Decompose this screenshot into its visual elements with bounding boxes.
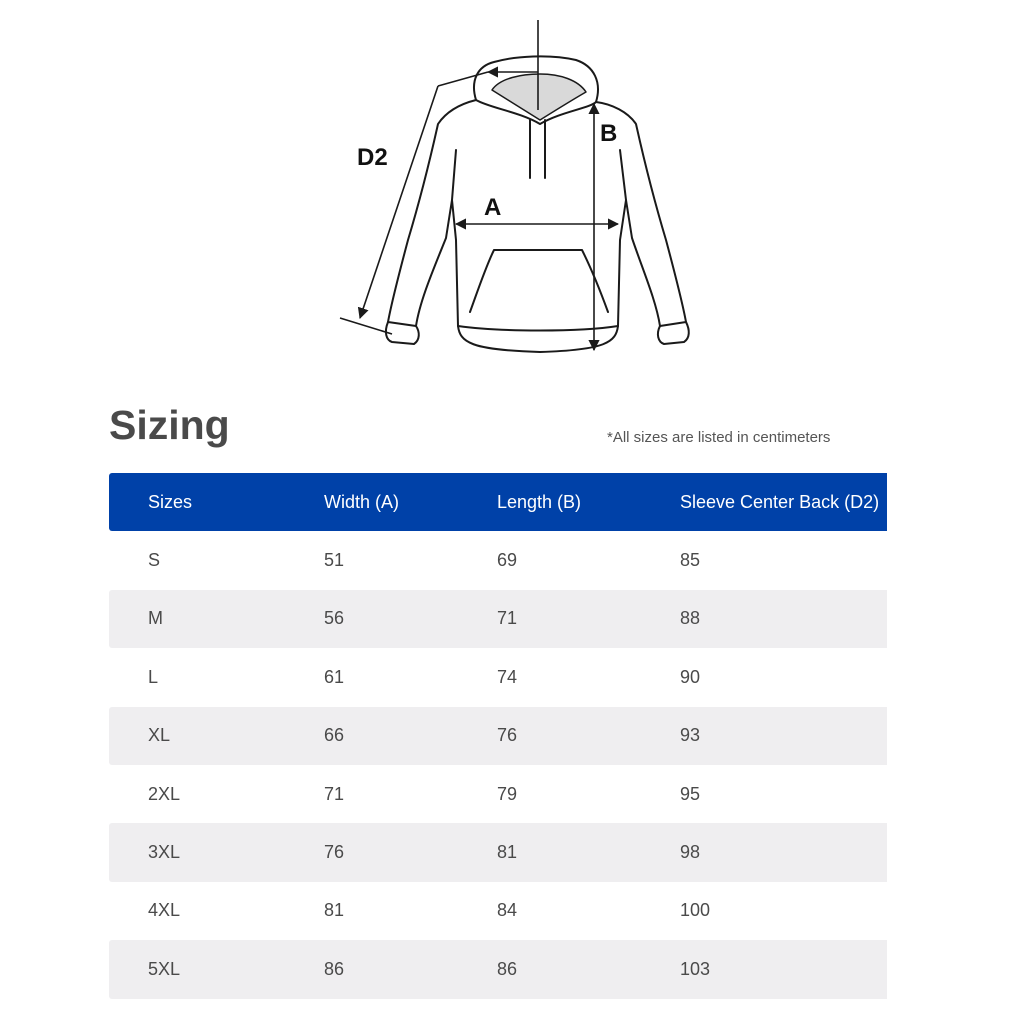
cell-sleeve: 88	[680, 608, 701, 629]
hoodie-outline	[0, 0, 1024, 380]
hood-inner	[492, 74, 586, 120]
page-title: Sizing	[109, 402, 230, 448]
cell-width: 56	[324, 608, 345, 629]
cell-length: 79	[497, 783, 518, 804]
table-header-row	[109, 473, 887, 531]
cell-length: 69	[497, 550, 518, 571]
cell-length: 76	[497, 725, 518, 746]
table-row	[109, 531, 887, 589]
table-row	[109, 707, 887, 765]
cell-length: 86	[497, 958, 518, 979]
cell-sleeve: 95	[680, 783, 701, 804]
cell-width: 66	[324, 725, 345, 746]
header-length: Length (B)	[497, 491, 582, 512]
table-row	[109, 882, 887, 940]
cell-size: S	[148, 550, 161, 571]
pocket	[470, 250, 608, 312]
cell-size: XL	[148, 725, 171, 746]
table-row	[109, 765, 887, 823]
cell-width: 86	[324, 958, 345, 979]
cell-size: 2XL	[148, 783, 181, 804]
header-width: Width (A)	[324, 491, 400, 512]
a-label: A	[484, 194, 502, 221]
cell-length: 81	[497, 842, 518, 863]
size-chart-table	[109, 473, 887, 999]
cell-sleeve: 98	[680, 842, 701, 863]
cell-sleeve: 93	[680, 725, 701, 746]
header-sizes: Sizes	[148, 491, 193, 512]
cell-size: M	[148, 608, 163, 629]
cell-width: 81	[324, 900, 345, 921]
table-row	[109, 940, 887, 998]
table-row	[109, 590, 887, 648]
cell-width: 76	[324, 842, 345, 863]
body-outline	[388, 100, 686, 352]
cell-length: 84	[497, 900, 518, 921]
d2-label: D2	[357, 144, 388, 171]
cell-length: 74	[497, 666, 518, 687]
table-row	[109, 648, 887, 706]
hoodie-diagram	[0, 0, 1024, 380]
cell-sleeve: 100	[680, 900, 711, 921]
cell-width: 51	[324, 550, 345, 571]
cell-sleeve: 103	[680, 958, 711, 979]
cell-length: 71	[497, 608, 518, 629]
cell-size: 4XL	[148, 900, 181, 921]
cell-size: L	[148, 666, 159, 687]
cell-width: 61	[324, 666, 345, 687]
cell-size: 3XL	[148, 842, 181, 863]
cell-sleeve: 85	[680, 550, 701, 571]
table-row	[109, 823, 887, 881]
header-sleeve: Sleeve Center Back (D2)	[680, 491, 880, 512]
cell-size: 5XL	[148, 958, 181, 979]
units-note: *All sizes are listed in centimeters	[607, 429, 831, 446]
b-label: B	[600, 120, 618, 147]
cell-width: 71	[324, 783, 345, 804]
cell-sleeve: 90	[680, 666, 701, 687]
